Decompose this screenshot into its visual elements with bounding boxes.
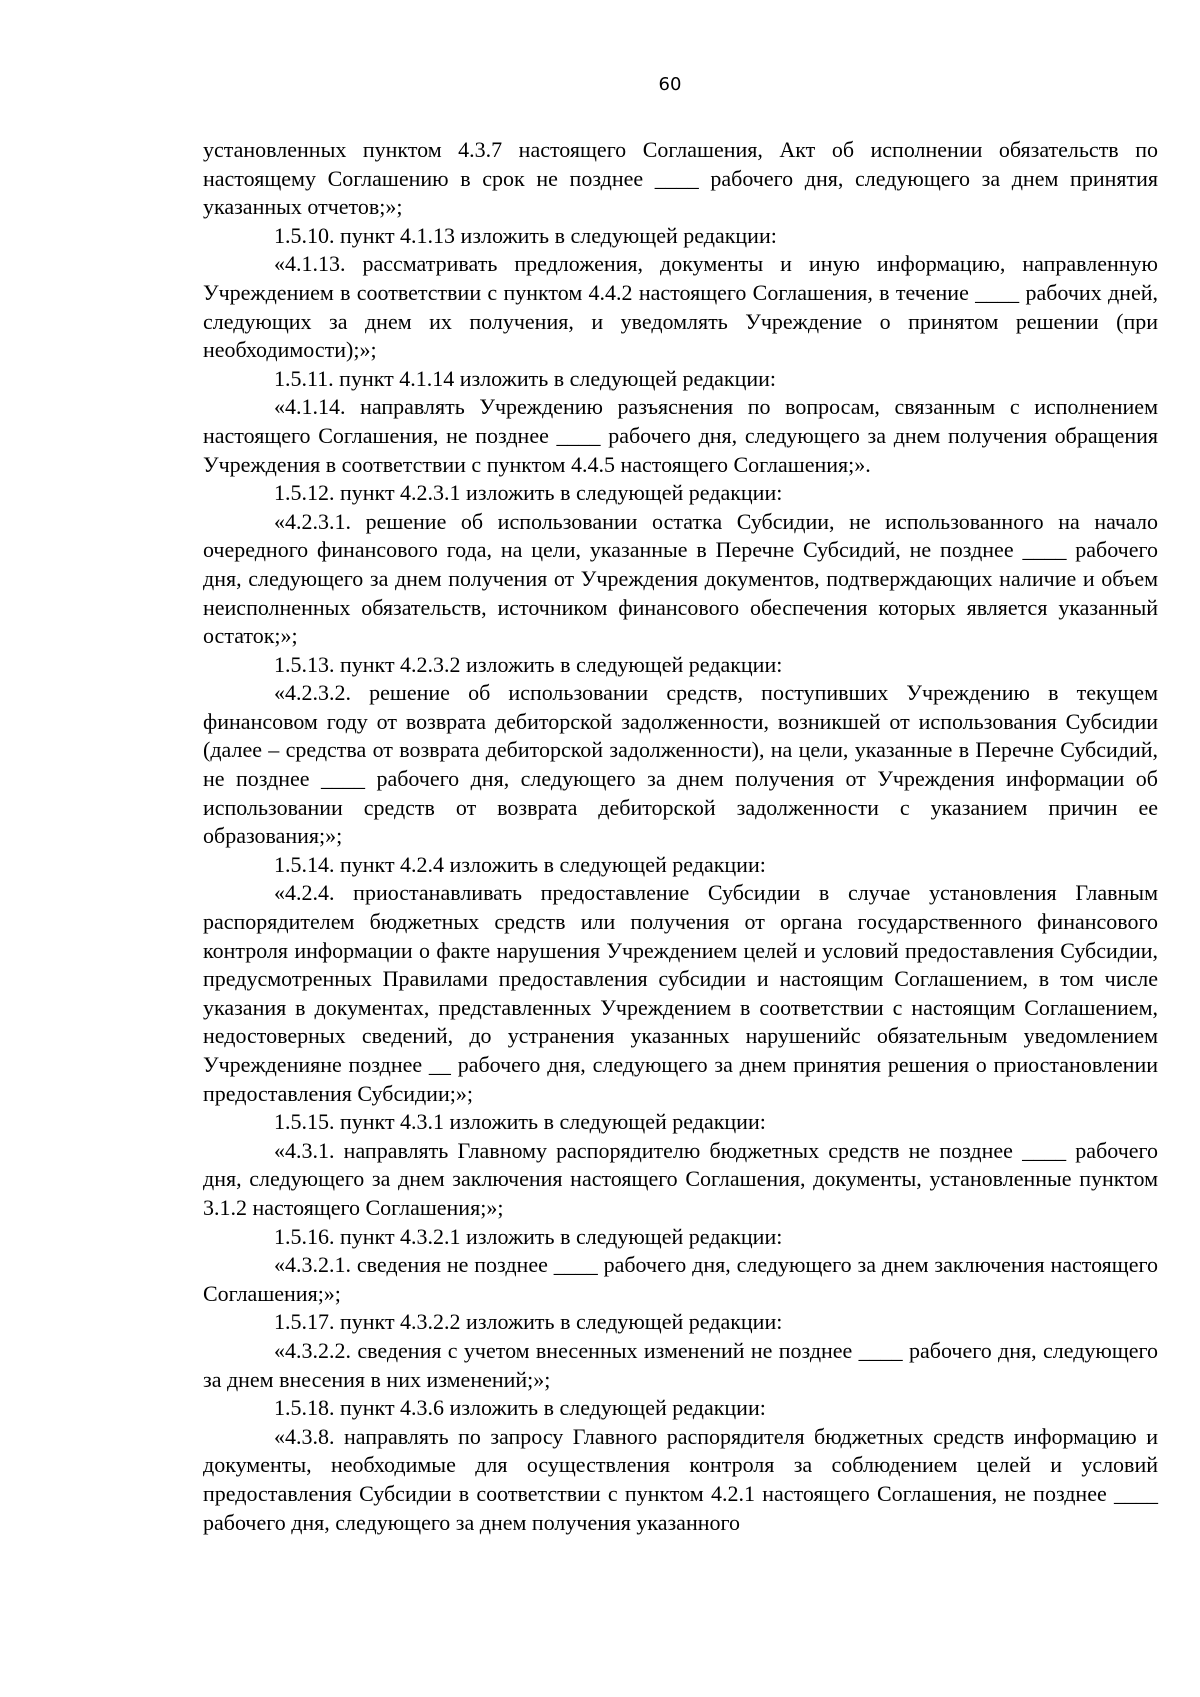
paragraph: «4.3.8. направлять по запросу Главного распорядителя бюджетных средств информацию и документы, необходимые для осуществления контроля за соблюдением целей и условий предоставления Субсидии в соответствии с пунктом 4.2.1 настоящего Соглашения, не позднее ____ рабочего дня, следующего за днем получения указанного xyxy=(203,1423,1158,1535)
paragraph: «4.1.14. направлять Учреждению разъяснения по вопросам, связанным с исполнением настоящего Соглашения, не позднее ____ рабочего дня, следующего за днем получения обращения Учреждения в соответствии с пунктом 4.4.5 настоящего Соглашения;». xyxy=(203,394,1158,477)
paragraph: 1.5.17. пункт 4.3.2.2 изложить в следующей редакции: xyxy=(274,1309,783,1335)
paragraph: «4.2.4. приостанавливать предоставление Субсидии в случае установления Главным распорядителем бюджетных средств или получения от органа государственного финансового контроля информации о факте нарушения Учреждением целей и условий предоставления Субсидии, предусмотренных Правилами предоставления субсидии и настоящим Соглашением, в том числе указания в документах, представленных Учреждением в соответствии с настоящим Соглашением, недостоверных сведений, до устранения указанных нарушенийс обязательным уведомлением Учрежденияне позднее __ рабочего дня, следующего за днем принятия решения о приостановлении предоставления Субсидии;»; xyxy=(203,880,1158,1106)
paragraph: 1.5.16. пункт 4.3.2.1 изложить в следующей редакции: xyxy=(274,1223,783,1249)
paragraph: 1.5.11. пункт 4.1.14 изложить в следующей редакции: xyxy=(274,365,777,391)
paragraph: 1.5.18. пункт 4.3.6 изложить в следующей редакции: xyxy=(274,1395,766,1421)
paragraph: «4.1.13. рассматривать предложения, документы и иную информацию, направленную Учреждением в соответствии с пунктом 4.4.2 настоящего Соглашения, в течение ____ рабочих дней, следующих за днем их получения, и уведомлять Учреждение о принятом решении (при необходимости);»; xyxy=(203,251,1158,363)
page-number: 60 xyxy=(658,74,682,95)
paragraph: «4.3.1. направлять Главному распорядителю бюджетных средств не позднее ____ рабочего дня, следующего за днем заключения настоящего Соглашения, документы, установленные пунктом 3.1.2 настоящего Соглашения;»; xyxy=(203,1137,1158,1220)
paragraph: 1.5.12. пункт 4.2.3.1 изложить в следующей редакции: xyxy=(274,480,783,506)
document-body xyxy=(203,136,1158,1537)
paragraph: установленных пунктом 4.3.7 настоящего Соглашения, Акт об исполнении обязательств по настоящему Соглашению в срок не позднее ____ рабочего дня, следующего за днем принятия указанных отчетов;»; xyxy=(203,137,1158,220)
paragraph: 1.5.13. пункт 4.2.3.2 изложить в следующей редакции: xyxy=(274,651,783,677)
paragraph: 1.5.10. пункт 4.1.13 изложить в следующей редакции: xyxy=(274,222,777,248)
paragraph: 1.5.15. пункт 4.3.1 изложить в следующей редакции: xyxy=(274,1109,766,1135)
paragraph: «4.2.3.1. решение об использовании остатка Субсидии, не использованного на начало очередного финансового года, на цели, указанные в Перечне Субсидий, не позднее ____ рабочего дня, следующего за днем получения от Учреждения документов, подтверждающих наличие и объем неисполненных обязательств, источником финансового обеспечения которых является указанный остаток;»; xyxy=(203,508,1158,649)
paragraph: «4.2.3.2. решение об использовании средств, поступивших Учреждению в текущем финансовом году от возврата дебиторской задолженности, возникшей от использования Субсидии (далее – средства от возврата дебиторской задолженности), на цели, указанные в Перечне Субсидий, не позднее ____ рабочего дня, следующего за днем получения от Учреждения информации об использовании средств от возврата дебиторской задолженности с указанием причин ее образования;»; xyxy=(203,680,1158,849)
paragraph: «4.3.2.2. сведения с учетом внесенных изменений не позднее ____ рабочего дня, следующего за днем внесения в них изменений;»; xyxy=(203,1337,1158,1392)
paragraph: 1.5.14. пункт 4.2.4 изложить в следующей редакции: xyxy=(274,851,766,877)
paragraph: «4.3.2.1. сведения не позднее ____ рабочего дня, следующего за днем заключения настоящего Соглашения;»; xyxy=(203,1252,1158,1306)
